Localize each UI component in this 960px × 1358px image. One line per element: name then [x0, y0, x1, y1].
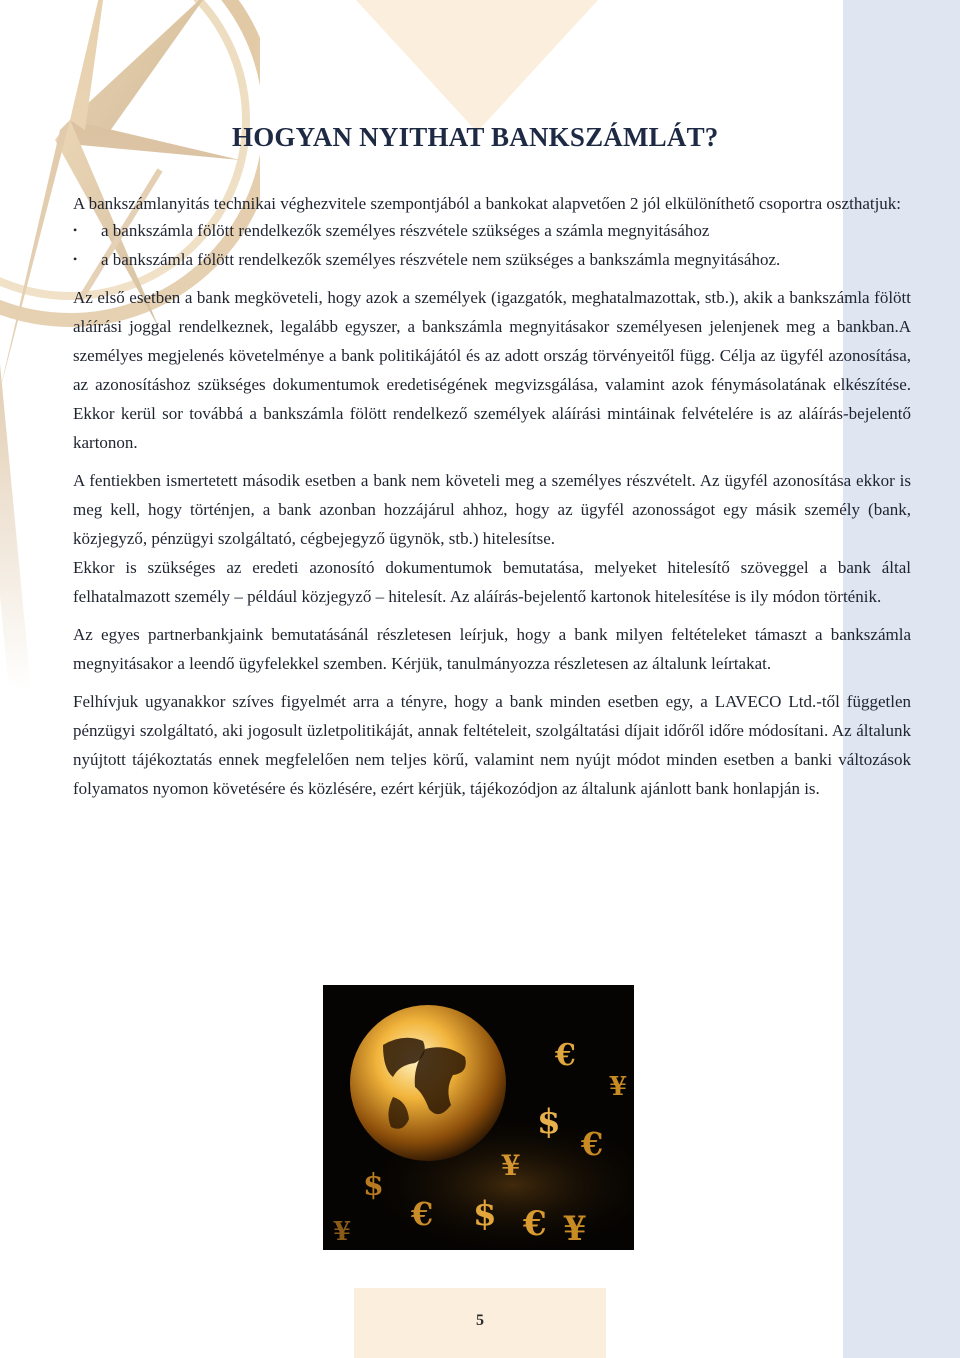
page-number: 5	[476, 1312, 484, 1329]
paragraph-personal-presence: Az első esetben a bank megköveteli, hogy azok a személyek (igazgatók, meghatalmazottak, stb.), akik a bankszámla fölött aláírási joggal rendelkeznek, legalább egyszer, a bankszámla megnyitásakor személyesen jelenjenek meg a bankban.A személyes megjelenés követelménye a bank politikájától és az adott ország törvényeitől függ. Célja az ügyfél azonosítása, az azonosításhoz szükséges dokumentumok eredetiségének megvizsgálása, valamint azok fénymásolatának elkészítése. Ekkor kerül sor továbbá a bankszámla fölött rendelkező személyek aláírási mintáinak felvételére is az aláírás-bejelentő kartonon.	[73, 287, 911, 452]
page-number-box	[354, 1288, 606, 1358]
top-triangle-decoration	[356, 0, 598, 132]
svg-text:¥: ¥	[501, 1149, 521, 1182]
svg-text:$: $	[473, 1194, 497, 1234]
svg-text:€: €	[411, 1195, 434, 1233]
svg-text:€: €	[581, 1125, 604, 1163]
svg-text:¥: ¥	[333, 1217, 352, 1247]
paragraph-partner-banks: Az egyes partnerbankjaink bemutatásánál részletesen leírjuk, hogy a bank milyen feltételeket támaszt a bankszámla megnyitásakor a leendő ügyfelekkel szemben. Kérjük, tanulmányozza részletesen az általunk leírtakat.	[73, 624, 911, 673]
svg-text:€: €	[555, 1038, 576, 1073]
article-body	[73, 192, 911, 803]
bullet-list	[72, 216, 911, 274]
svg-text:¥: ¥	[609, 1072, 628, 1102]
globe-currency-photo	[323, 985, 634, 1250]
svg-text:$: $	[537, 1102, 561, 1142]
svg-text:€: €	[523, 1204, 547, 1244]
svg-text:$: $	[363, 1168, 384, 1203]
svg-text:¥: ¥	[563, 1209, 587, 1249]
list-item: • a bankszámla fölött rendelkezők személyes részvétele szükséges a számla megnyitásához	[72, 216, 911, 245]
paragraph-second-case: A fentiekben ismertetett második esetben a bank nem követeli meg a személyes részvételt. Az ügyfél azonosítása ekkor is meg kell, hogy történjen, a bank azonban hozzájárul ahhoz, hogy az ügyfél azonosságot egy másik személy (bank, közjegyző, pénzügyi szolgáltató, cégbejegyző ügynök, stb.) hitelesítse.	[73, 470, 911, 548]
paragraph-certification: Ekkor is szükséges az eredeti azonosító dokumentumok bemutatása, melyeket hitelesítő szöveggel a bank által felhatalmazott személy – például közjegyző – hitelesít. Az aláírás-bejelentő kartonok hitelesítése is ily módon történik.	[73, 557, 911, 606]
list-item: • a bankszámla fölött rendelkezők személyes részvétele nem szükséges a bankszámla megnyitásához.	[72, 245, 911, 274]
paragraph-disclaimer: Felhívjuk ugyanakkor szíves figyelmét arra a tényre, hogy a bank minden esetben egy, a LAVECO Ltd.-től független pénzügyi szolgáltató, aki jogosult üzletpolitikáját, annak feltételeit, szolgáltatási díjait időről időre módosítani. Az általunk nyújtott tájékoztatás ennek megfelelően nem teljes körű, valamint nem nyújt módot minden esetben a banki változások folyamatos nyomon követésére és közlésére, ezért kérjük, tájékozódjon az általunk ajánlott bank honlapján is.	[73, 691, 911, 798]
intro-paragraph: A bankszámlanyitás technikai véghezvitele szempontjából a bankokat alapvetően 2 jól elkülöníthető csoportra oszthatjuk:	[73, 194, 902, 213]
page-title: HOGYAN NYITHAT BANKSZÁMLÁT?	[232, 122, 719, 152]
